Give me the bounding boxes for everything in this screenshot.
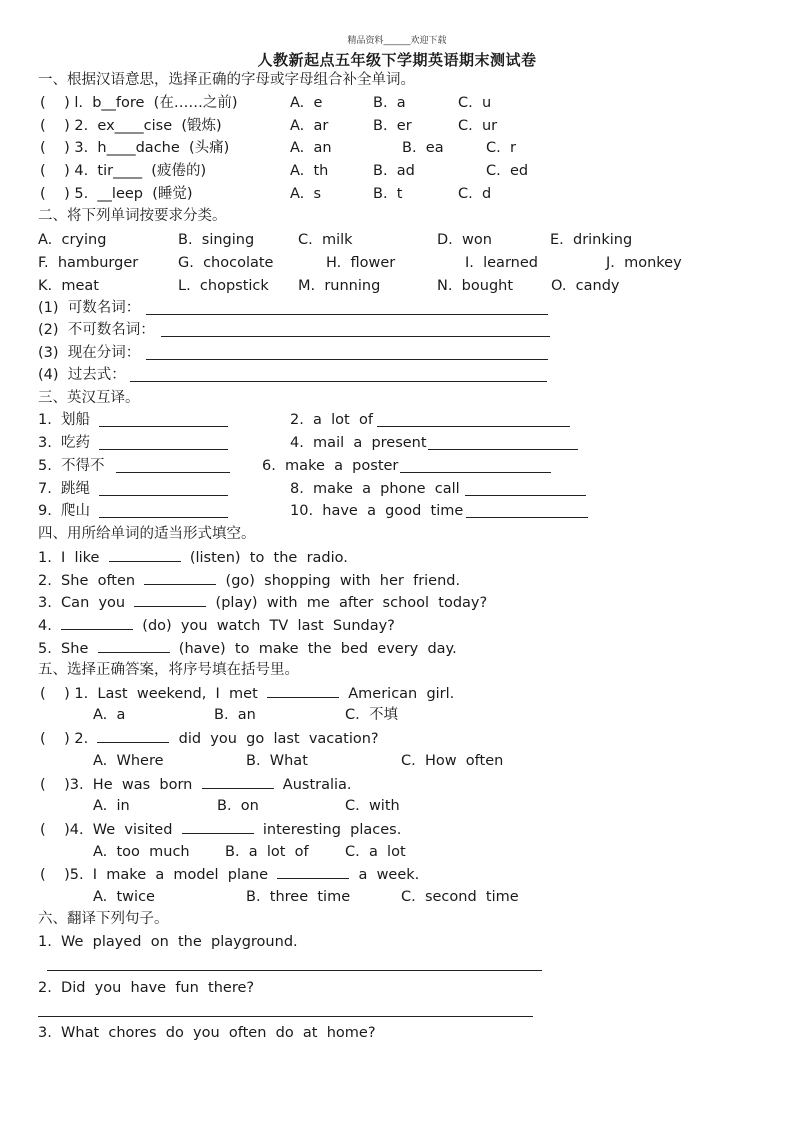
s4-item-3: 3. Can you (play) with me after school today? [38,595,488,611]
answer-line[interactable] [38,1016,533,1017]
s3-item-8: 8. make a phone call [290,481,460,497]
s2-category-1: (1) 可数名词： [38,300,141,316]
s5-item-5: ( )5. I make a model plane a week. [40,867,420,883]
section2-heading: 二、将下列单词按要求分类。 [38,208,227,224]
answer-line[interactable] [99,517,228,518]
s4-item-5: 5. She (have) to make the bed every day. [38,641,457,657]
s5-q3-opt-c: C. with [345,798,400,814]
fill-blank[interactable] [134,593,206,607]
s5-q2-opt-b: B. What [246,753,308,769]
s1-q4-opt-a: A. th [290,163,329,179]
section1-heading: 一、根据汉语意思，选择正确的字母或字母组合补全单词。 [38,72,415,88]
watermark: 精品资料______欢迎下载 [347,36,447,46]
s2-word-d: D. won [437,232,492,248]
s1-q3: ( ) 3. h____dache (头痛) [40,140,230,156]
fill-blank[interactable] [61,616,133,630]
s1-q2-opt-b: B. er [373,118,412,134]
answer-line[interactable] [377,426,570,427]
s2-category-4: (4) 过去式： [38,367,126,383]
s2-word-n: N. bought [437,278,514,294]
fill-blank[interactable] [202,775,274,789]
s3-item-6: 6. make a poster [262,458,399,474]
s6-item-1: 1. We played on the playground. [38,934,298,950]
s3-item-3: 3. 吃药 [38,435,91,451]
s5-q5-opt-b: B. three time [246,889,351,905]
s1-q2-opt-a: A. ar [290,118,329,134]
section4-heading: 四、用所给单词的适当形式填空。 [38,526,256,542]
answer-line[interactable] [400,472,551,473]
s2-word-c: C. milk [298,232,353,248]
s3-item-9: 9. 爬山 [38,503,91,519]
fill-blank[interactable] [277,865,349,879]
section5-heading: 五、选择正确答案，将序号填在括号里。 [38,662,299,678]
s2-word-e: E. drinking [550,232,633,248]
s2-word-m: M. running [298,278,381,294]
s2-word-a: A. crying [38,232,107,248]
answer-line[interactable] [99,449,228,450]
s5-q1-opt-a: A. a [93,707,126,723]
fill-blank[interactable] [144,571,216,585]
s5-item-3: ( )3. He was born Australia. [40,777,352,793]
s2-word-b: B. singing [178,232,255,248]
s3-item-1: 1. 划船 [38,412,91,428]
s5-item-2: ( ) 2. did you go last vacation? [40,731,379,747]
s1-q4-opt-b: B. ad [373,163,415,179]
answer-line[interactable] [146,359,548,360]
answer-line[interactable] [99,426,228,427]
s1-q2-opt-c: C. ur [458,118,498,134]
s5-q3-opt-b: B. on [217,798,259,814]
s6-item-2: 2. Did you have fun there? [38,980,255,996]
s5-q1-opt-b: B. an [214,707,256,723]
s2-category-3: (3) 现在分词： [38,345,141,361]
s3-item-5: 5. 不得不 [38,458,105,474]
s3-item-2: 2. a lot of [290,412,373,428]
s4-item-4: 4. (do) you watch TV last Sunday? [38,618,395,634]
s2-word-l: L. chopstick [178,278,269,294]
s2-word-k: K. meat [38,278,99,294]
answer-line[interactable] [428,449,578,450]
s2-category-2: (2) 不可数名词： [38,322,155,338]
answer-line[interactable] [116,472,230,473]
s2-word-f: F. hamburger [38,255,139,271]
s2-word-g: G. chocolate [178,255,274,271]
s5-q2-opt-c: C. How often [401,753,504,769]
fill-blank[interactable] [109,548,181,562]
s1-q1-opt-a: A. e [290,95,323,111]
s1-q3-opt-a: A. an [290,140,332,156]
answer-line[interactable] [99,495,228,496]
page-title: 人教新起点五年级下学期英语期末测试卷 [257,51,537,69]
fill-blank[interactable] [98,639,170,653]
s1-q2: ( ) 2. ex____cise (锻炼) [40,118,222,134]
s1-q5: ( ) 5. __leep (睡觉) [40,186,193,202]
s5-q3-opt-a: A. in [93,798,130,814]
s5-q1-opt-c: C. 不填 [345,707,398,723]
s5-q5-opt-c: C. second time [401,889,519,905]
s3-item-7: 7. 跳绳 [38,481,91,497]
answer-line[interactable] [47,970,542,971]
answer-line[interactable] [161,336,550,337]
s1-q1-opt-c: C. u [458,95,492,111]
answer-line[interactable] [466,517,588,518]
s4-item-2: 2. She often (go) shopping with her friend. [38,573,461,589]
s5-item-4: ( )4. We visited interesting places. [40,822,402,838]
s5-q4-opt-b: B. a lot of [225,844,309,860]
section6-heading: 六、翻译下列句子。 [38,911,169,927]
s3-item-10: 10. have a good time [290,503,464,519]
s3-item-4: 4. mail a present [290,435,427,451]
s5-q4-opt-c: C. a lot [345,844,406,860]
s2-word-i: I. learned [465,255,538,271]
s1-q4-opt-c: C. ed [486,163,529,179]
s6-item-3: 3. What chores do you often do at home? [38,1025,376,1041]
s1-q4: ( ) 4. tir____ (疲倦的) [40,163,207,179]
s1-q3-opt-b: B. ea [402,140,444,156]
s1-q3-opt-c: C. r [486,140,516,156]
s5-q4-opt-a: A. too much [93,844,190,860]
s2-word-h: H. flower [326,255,396,271]
s5-q2-opt-a: A. Where [93,753,164,769]
s4-item-1: 1. I like (listen) to the radio. [38,550,348,566]
s5-item-1: ( ) 1. Last weekend, I met American girl. [40,686,455,702]
answer-line[interactable] [146,314,548,315]
s1-q5-opt-b: B. t [373,186,403,202]
fill-blank[interactable] [97,729,169,743]
s5-q5-opt-a: A. twice [93,889,155,905]
s1-q5-opt-c: C. d [458,186,492,202]
s1-q1-opt-b: B. a [373,95,406,111]
fill-blank[interactable] [182,820,254,834]
s2-word-o: O. candy [551,278,620,294]
answer-line[interactable] [130,381,547,382]
s2-word-j: J. monkey [606,255,682,271]
section3-heading: 三、英汉互译。 [38,390,140,406]
answer-line[interactable] [465,495,586,496]
s1-q5-opt-a: A. s [290,186,322,202]
fill-blank[interactable] [267,684,339,698]
s1-q1: ( ) l. b__fore (在……之前) [40,95,238,111]
